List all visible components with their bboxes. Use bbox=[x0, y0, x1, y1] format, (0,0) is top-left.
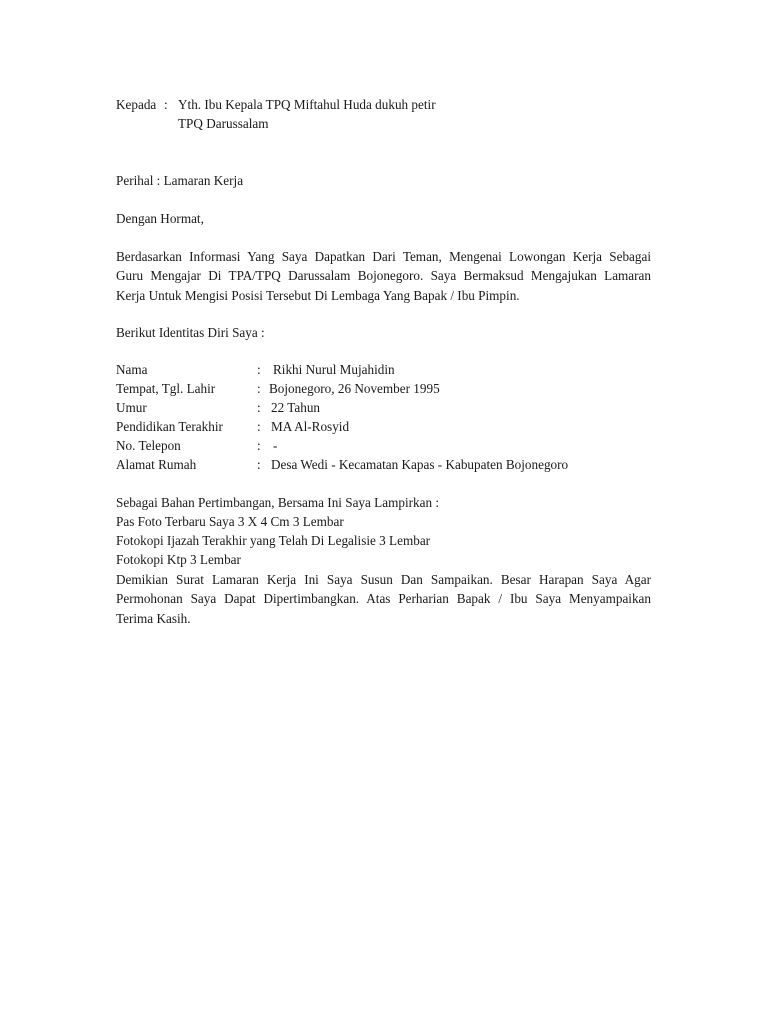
identity-colon: : bbox=[257, 381, 261, 396]
greeting: Dengan Hormat, bbox=[116, 211, 204, 226]
attachment-item: Fotokopi Ijazah Terakhir yang Telah Di Legalisie 3 Lembar bbox=[116, 533, 431, 548]
intro-line: Berdasarkan Informasi Yang Saya Dapatkan Dari Teman, Mengenai Lowongan Kerja Sebagai bbox=[116, 249, 651, 264]
recipient-label: Kepada bbox=[116, 97, 157, 112]
identity-row-address bbox=[116, 455, 676, 474]
intro-line: Kerja Untuk Mengisi Posisi Tersebut Di Lembaga Yang Bapak / Ibu Pimpin. bbox=[116, 287, 520, 303]
identity-label: Tempat, Tgl. Lahir bbox=[116, 381, 216, 396]
identity-colon: : bbox=[257, 419, 261, 434]
closing-line: Demikian Surat Lamaran Kerja Ini Saya Susun Dan Sampaikan. Besar Harapan Saya Agar bbox=[116, 572, 651, 587]
closing-line: Terima Kasih. bbox=[116, 610, 191, 626]
identity-value: Bojonegoro, 26 November 1995 bbox=[269, 381, 440, 396]
closing-paragraph bbox=[116, 570, 651, 628]
identity-row-age bbox=[116, 398, 676, 417]
identity-value: - bbox=[273, 438, 278, 453]
identity-label: Alamat Rumah bbox=[116, 457, 197, 472]
recipient-line-2: TPQ Darussalam bbox=[178, 116, 269, 131]
identity-row-birth bbox=[116, 379, 676, 398]
identity-value: Rikhi Nurul Mujahidin bbox=[273, 362, 395, 377]
identity-label: No. Telepon bbox=[116, 438, 181, 453]
closing-line: Permohonan Saya Dapat Dipertimbangkan. Atas Perharian Bapak / Ibu Saya Menyampaikan bbox=[116, 591, 651, 607]
recipient-line-1: Yth. Ibu Kepala TPQ Miftahul Huda dukuh petir bbox=[178, 97, 436, 112]
identity-row-education bbox=[116, 417, 676, 436]
identity-heading: Berikut Identitas Diri Saya : bbox=[116, 325, 265, 340]
attachment-item: Pas Foto Terbaru Saya 3 X 4 Cm 3 Lembar bbox=[116, 514, 344, 529]
identity-value: MA Al-Rosyid bbox=[271, 419, 350, 434]
attachment-item: Fotokopi Ktp 3 Lembar bbox=[116, 552, 241, 567]
identity-value: Desa Wedi - Kecamatan Kapas - Kabupaten Bojonegoro bbox=[271, 457, 569, 472]
subject-line: Perihal : Lamaran Kerja bbox=[116, 173, 244, 188]
recipient-colon: : bbox=[164, 97, 168, 112]
identity-row-name bbox=[116, 360, 676, 379]
identity-colon: : bbox=[257, 400, 261, 415]
identity-label: Pendidikan Terakhir bbox=[116, 419, 223, 434]
identity-colon: : bbox=[257, 362, 261, 377]
identity-label: Umur bbox=[116, 400, 147, 415]
identity-colon: : bbox=[257, 438, 261, 453]
identity-colon: : bbox=[257, 457, 261, 472]
intro-line: Guru Mengajar Di TPA/TPQ Darussalam Bojonegoro. Saya Bermaksud Mengajukan Lamaran bbox=[116, 268, 651, 284]
identity-row-phone bbox=[116, 436, 676, 455]
identity-label: Nama bbox=[116, 362, 148, 377]
intro-paragraph bbox=[116, 247, 651, 305]
attachments-heading: Sebagai Bahan Pertimbangan, Bersama Ini Saya Lampirkan : bbox=[116, 495, 439, 510]
identity-value: 22 Tahun bbox=[271, 400, 321, 415]
